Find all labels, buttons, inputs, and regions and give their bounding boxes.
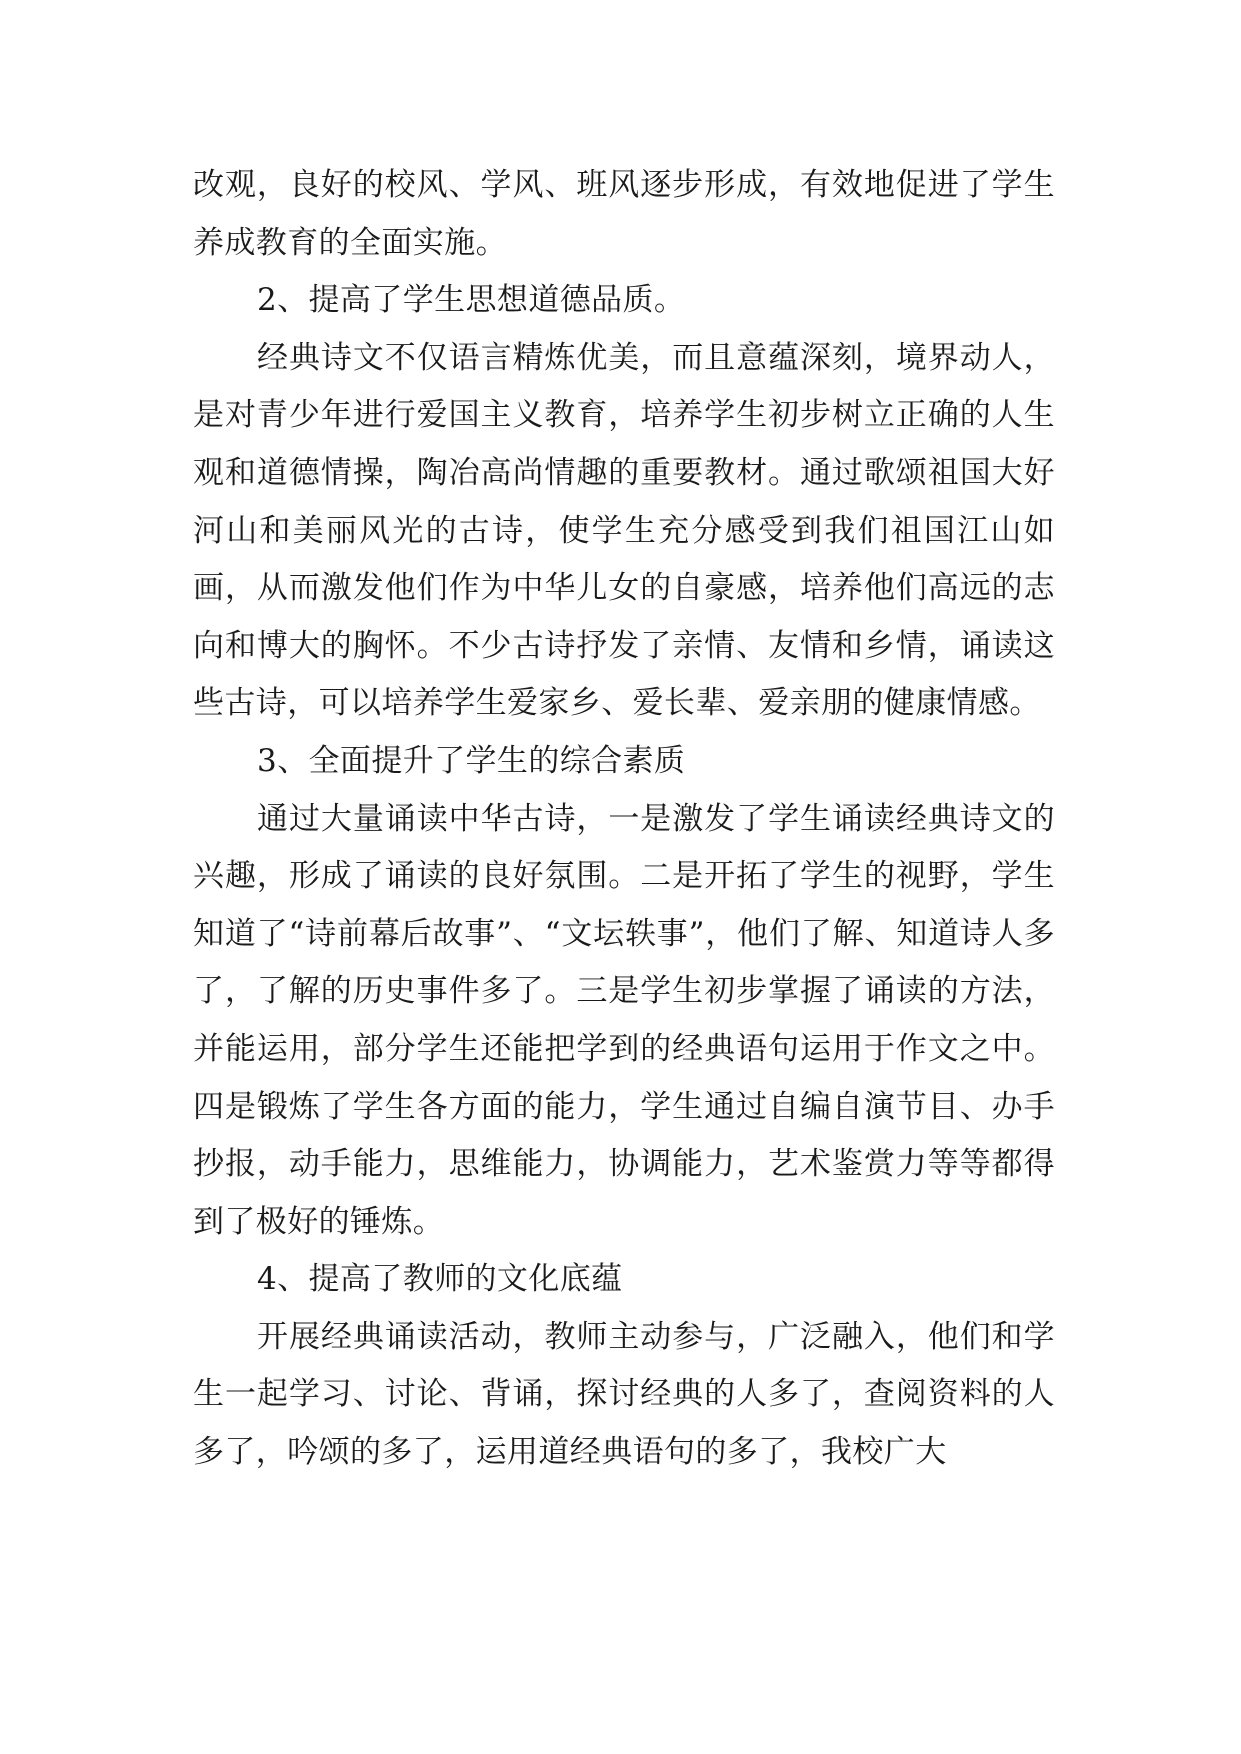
paragraph-continuation: 改观，良好的校风、学风、班风逐步形成，有效地促进了学生养成教育的全面实施。 (193, 167, 1055, 261)
section-heading-3: 3、全面提升了学生的综合素质 (257, 742, 686, 779)
paragraph-teacher-culture: 开展经典诵读活动，教师主动参与，广泛融入，他们和学生一起学习、讨论、背诵，探讨经典的人多了，查阅资料的人多了，吟颂的多了，运用道经典语句的多了，我校广大 (193, 1318, 1055, 1471)
section-heading-2: 2、提高了学生思想道德品质。 (257, 282, 686, 319)
document-body (193, 157, 1055, 1482)
section-heading-4: 4、提高了教师的文化底蕴 (257, 1261, 623, 1298)
paragraph-comprehensive-quality: 通过大量诵读中华古诗，一是激发了学生诵读经典诗文的兴趣，形成了诵读的良好氛围。二是开拓了学生的视野，学生知道了“诗前幕后故事”、“文坛轶事”，他们了解、知道诗人多了，了解的历史事件多了。三是学生初步掌握了诵读的方法，并能运用，部分学生还能把学到的经典语句运用于作文之中。四是锻炼了学生各方面的能力，学生通过自编自演节目、办手抄报，动手能力，思维能力，协调能力，艺术鉴赏力等等都得到了极好的锤炼。 (193, 800, 1055, 1240)
paragraph-moral-quality: 经典诗文不仅语言精炼优美，而且意蕴深刻，境界动人，是对青少年进行爱国主义教育，培养学生初步树立正确的人生观和道德情操，陶冶高尚情趣的重要教材。通过歌颂祖国大好河山和美丽风光的古诗，使学生充分感受到我们祖国江山如画，从而激发他们作为中华儿女的自豪感，培养他们高远的志向和博大的胸怀。不少古诗抒发了亲情、友情和乡情，诵读这些古诗，可以培养学生爱家乡、爱长辈、爱亲朋的健康情感。 (193, 339, 1055, 722)
